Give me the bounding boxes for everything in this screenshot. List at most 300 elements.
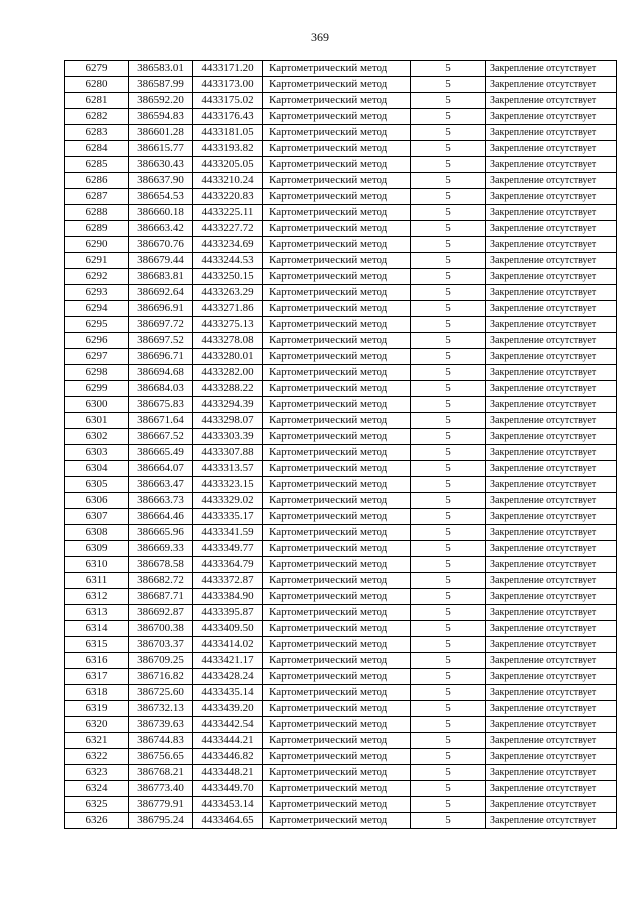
note-cell: Закрепление отсутствует bbox=[486, 269, 617, 285]
x-coordinate-cell: 386664.46 bbox=[129, 509, 193, 525]
point-number-cell: 6317 bbox=[65, 669, 129, 685]
x-coordinate-cell: 386679.44 bbox=[129, 253, 193, 269]
y-coordinate-cell: 4433414.02 bbox=[193, 637, 263, 653]
method-cell: Картометрический метод bbox=[263, 589, 411, 605]
method-cell: Картометрический метод bbox=[263, 541, 411, 557]
note-cell: Закрепление отсутствует bbox=[486, 365, 617, 381]
point-number-cell: 6286 bbox=[65, 173, 129, 189]
table-row bbox=[65, 269, 617, 285]
table-row bbox=[65, 301, 617, 317]
point-number-cell: 6321 bbox=[65, 733, 129, 749]
note-cell: Закрепление отсутствует bbox=[486, 797, 617, 813]
method-cell: Картометрический метод bbox=[263, 125, 411, 141]
x-coordinate-cell: 386630.43 bbox=[129, 157, 193, 173]
x-coordinate-cell: 386683.81 bbox=[129, 269, 193, 285]
accuracy-cell: 5 bbox=[411, 461, 486, 477]
y-coordinate-cell: 4433278.08 bbox=[193, 333, 263, 349]
x-coordinate-cell: 386768.21 bbox=[129, 765, 193, 781]
note-cell: Закрепление отсутствует bbox=[486, 221, 617, 237]
accuracy-cell: 5 bbox=[411, 413, 486, 429]
x-coordinate-cell: 386678.58 bbox=[129, 557, 193, 573]
method-cell: Картометрический метод bbox=[263, 749, 411, 765]
x-coordinate-cell: 386667.52 bbox=[129, 429, 193, 445]
table-row bbox=[65, 461, 617, 477]
point-number-cell: 6326 bbox=[65, 813, 129, 829]
note-cell: Закрепление отсутствует bbox=[486, 381, 617, 397]
point-number-cell: 6319 bbox=[65, 701, 129, 717]
note-cell: Закрепление отсутствует bbox=[486, 765, 617, 781]
accuracy-cell: 5 bbox=[411, 797, 486, 813]
accuracy-cell: 5 bbox=[411, 381, 486, 397]
accuracy-cell: 5 bbox=[411, 765, 486, 781]
table-row bbox=[65, 733, 617, 749]
table-row bbox=[65, 653, 617, 669]
y-coordinate-cell: 4433313.57 bbox=[193, 461, 263, 477]
x-coordinate-cell: 386795.24 bbox=[129, 813, 193, 829]
coordinates-table bbox=[64, 60, 617, 829]
table-row bbox=[65, 61, 617, 77]
x-coordinate-cell: 386703.37 bbox=[129, 637, 193, 653]
note-cell: Закрепление отсутствует bbox=[486, 237, 617, 253]
point-number-cell: 6301 bbox=[65, 413, 129, 429]
accuracy-cell: 5 bbox=[411, 141, 486, 157]
point-number-cell: 6284 bbox=[65, 141, 129, 157]
y-coordinate-cell: 4433349.77 bbox=[193, 541, 263, 557]
method-cell: Картометрический метод bbox=[263, 717, 411, 733]
y-coordinate-cell: 4433446.82 bbox=[193, 749, 263, 765]
y-coordinate-cell: 4433171.20 bbox=[193, 61, 263, 77]
table-row bbox=[65, 541, 617, 557]
method-cell: Картометрический метод bbox=[263, 701, 411, 717]
method-cell: Картометрический метод bbox=[263, 349, 411, 365]
accuracy-cell: 5 bbox=[411, 93, 486, 109]
x-coordinate-cell: 386583.01 bbox=[129, 61, 193, 77]
note-cell: Закрепление отсутствует bbox=[486, 637, 617, 653]
accuracy-cell: 5 bbox=[411, 701, 486, 717]
point-number-cell: 6294 bbox=[65, 301, 129, 317]
note-cell: Закрепление отсутствует bbox=[486, 749, 617, 765]
y-coordinate-cell: 4433263.29 bbox=[193, 285, 263, 301]
table-row bbox=[65, 221, 617, 237]
table-row bbox=[65, 349, 617, 365]
y-coordinate-cell: 4433453.14 bbox=[193, 797, 263, 813]
x-coordinate-cell: 386682.72 bbox=[129, 573, 193, 589]
x-coordinate-cell: 386663.42 bbox=[129, 221, 193, 237]
x-coordinate-cell: 386637.90 bbox=[129, 173, 193, 189]
accuracy-cell: 5 bbox=[411, 397, 486, 413]
y-coordinate-cell: 4433205.05 bbox=[193, 157, 263, 173]
y-coordinate-cell: 4433288.22 bbox=[193, 381, 263, 397]
note-cell: Закрепление отсутствует bbox=[486, 733, 617, 749]
y-coordinate-cell: 4433298.07 bbox=[193, 413, 263, 429]
method-cell: Картометрический метод bbox=[263, 781, 411, 797]
x-coordinate-cell: 386694.68 bbox=[129, 365, 193, 381]
y-coordinate-cell: 4433435.14 bbox=[193, 685, 263, 701]
table-row bbox=[65, 605, 617, 621]
x-coordinate-cell: 386670.76 bbox=[129, 237, 193, 253]
method-cell: Картометрический метод bbox=[263, 93, 411, 109]
table-row bbox=[65, 413, 617, 429]
table-row bbox=[65, 509, 617, 525]
table-row bbox=[65, 77, 617, 93]
point-number-cell: 6291 bbox=[65, 253, 129, 269]
point-number-cell: 6304 bbox=[65, 461, 129, 477]
table-row bbox=[65, 765, 617, 781]
method-cell: Картометрический метод bbox=[263, 445, 411, 461]
point-number-cell: 6316 bbox=[65, 653, 129, 669]
page-number: 369 bbox=[311, 30, 329, 44]
x-coordinate-cell: 386587.99 bbox=[129, 77, 193, 93]
y-coordinate-cell: 4433395.87 bbox=[193, 605, 263, 621]
point-number-cell: 6315 bbox=[65, 637, 129, 653]
note-cell: Закрепление отсутствует bbox=[486, 173, 617, 189]
method-cell: Картометрический метод bbox=[263, 461, 411, 477]
y-coordinate-cell: 4433225.11 bbox=[193, 205, 263, 221]
accuracy-cell: 5 bbox=[411, 269, 486, 285]
x-coordinate-cell: 386739.63 bbox=[129, 717, 193, 733]
y-coordinate-cell: 4433175.02 bbox=[193, 93, 263, 109]
method-cell: Картометрический метод bbox=[263, 621, 411, 637]
point-number-cell: 6290 bbox=[65, 237, 129, 253]
accuracy-cell: 5 bbox=[411, 285, 486, 301]
method-cell: Картометрический метод bbox=[263, 509, 411, 525]
method-cell: Картометрический метод bbox=[263, 413, 411, 429]
y-coordinate-cell: 4433271.86 bbox=[193, 301, 263, 317]
note-cell: Закрепление отсутствует bbox=[486, 557, 617, 573]
note-cell: Закрепление отсутствует bbox=[486, 685, 617, 701]
y-coordinate-cell: 4433303.39 bbox=[193, 429, 263, 445]
method-cell: Картометрический метод bbox=[263, 141, 411, 157]
y-coordinate-cell: 4433372.87 bbox=[193, 573, 263, 589]
accuracy-cell: 5 bbox=[411, 653, 486, 669]
y-coordinate-cell: 4433421.17 bbox=[193, 653, 263, 669]
table-row bbox=[65, 253, 617, 269]
point-number-cell: 6323 bbox=[65, 765, 129, 781]
y-coordinate-cell: 4433335.17 bbox=[193, 509, 263, 525]
point-number-cell: 6296 bbox=[65, 333, 129, 349]
method-cell: Картометрический метод bbox=[263, 189, 411, 205]
x-coordinate-cell: 386709.25 bbox=[129, 653, 193, 669]
note-cell: Закрепление отсутствует bbox=[486, 125, 617, 141]
accuracy-cell: 5 bbox=[411, 589, 486, 605]
y-coordinate-cell: 4433364.79 bbox=[193, 557, 263, 573]
y-coordinate-cell: 4433307.88 bbox=[193, 445, 263, 461]
y-coordinate-cell: 4433176.43 bbox=[193, 109, 263, 125]
point-number-cell: 6324 bbox=[65, 781, 129, 797]
accuracy-cell: 5 bbox=[411, 717, 486, 733]
accuracy-cell: 5 bbox=[411, 669, 486, 685]
note-cell: Закрепление отсутствует bbox=[486, 413, 617, 429]
y-coordinate-cell: 4433428.24 bbox=[193, 669, 263, 685]
method-cell: Картометрический метод bbox=[263, 765, 411, 781]
x-coordinate-cell: 386663.73 bbox=[129, 493, 193, 509]
point-number-cell: 6320 bbox=[65, 717, 129, 733]
table-row bbox=[65, 525, 617, 541]
accuracy-cell: 5 bbox=[411, 333, 486, 349]
point-number-cell: 6303 bbox=[65, 445, 129, 461]
x-coordinate-cell: 386665.96 bbox=[129, 525, 193, 541]
method-cell: Картометрический метод bbox=[263, 477, 411, 493]
x-coordinate-cell: 386700.38 bbox=[129, 621, 193, 637]
y-coordinate-cell: 4433409.50 bbox=[193, 621, 263, 637]
point-number-cell: 6283 bbox=[65, 125, 129, 141]
accuracy-cell: 5 bbox=[411, 429, 486, 445]
table-row bbox=[65, 637, 617, 653]
table-row bbox=[65, 381, 617, 397]
note-cell: Закрепление отсутствует bbox=[486, 61, 617, 77]
point-number-cell: 6298 bbox=[65, 365, 129, 381]
x-coordinate-cell: 386692.64 bbox=[129, 285, 193, 301]
y-coordinate-cell: 4433384.90 bbox=[193, 589, 263, 605]
note-cell: Закрепление отсутствует bbox=[486, 333, 617, 349]
accuracy-cell: 5 bbox=[411, 61, 486, 77]
x-coordinate-cell: 386660.18 bbox=[129, 205, 193, 221]
point-number-cell: 6308 bbox=[65, 525, 129, 541]
note-cell: Закрепление отсутствует bbox=[486, 349, 617, 365]
method-cell: Картометрический метод bbox=[263, 365, 411, 381]
x-coordinate-cell: 386615.77 bbox=[129, 141, 193, 157]
table-row bbox=[65, 557, 617, 573]
note-cell: Закрепление отсутствует bbox=[486, 781, 617, 797]
method-cell: Картометрический метод bbox=[263, 429, 411, 445]
x-coordinate-cell: 386732.13 bbox=[129, 701, 193, 717]
accuracy-cell: 5 bbox=[411, 621, 486, 637]
method-cell: Картометрический метод bbox=[263, 573, 411, 589]
accuracy-cell: 5 bbox=[411, 445, 486, 461]
x-coordinate-cell: 386663.47 bbox=[129, 477, 193, 493]
table-row bbox=[65, 685, 617, 701]
method-cell: Картометрический метод bbox=[263, 253, 411, 269]
method-cell: Картометрический метод bbox=[263, 109, 411, 125]
method-cell: Картометрический метод bbox=[263, 653, 411, 669]
x-coordinate-cell: 386601.28 bbox=[129, 125, 193, 141]
table-row bbox=[65, 701, 617, 717]
table-row bbox=[65, 573, 617, 589]
table-row bbox=[65, 781, 617, 797]
accuracy-cell: 5 bbox=[411, 557, 486, 573]
table-row bbox=[65, 109, 617, 125]
accuracy-cell: 5 bbox=[411, 317, 486, 333]
method-cell: Картометрический метод bbox=[263, 605, 411, 621]
point-number-cell: 6293 bbox=[65, 285, 129, 301]
method-cell: Картометрический метод bbox=[263, 557, 411, 573]
method-cell: Картометрический метод bbox=[263, 733, 411, 749]
y-coordinate-cell: 4433282.00 bbox=[193, 365, 263, 381]
accuracy-cell: 5 bbox=[411, 573, 486, 589]
y-coordinate-cell: 4433250.15 bbox=[193, 269, 263, 285]
method-cell: Картометрический метод bbox=[263, 493, 411, 509]
y-coordinate-cell: 4433220.83 bbox=[193, 189, 263, 205]
method-cell: Картометрический метод bbox=[263, 205, 411, 221]
point-number-cell: 6311 bbox=[65, 573, 129, 589]
y-coordinate-cell: 4433323.15 bbox=[193, 477, 263, 493]
point-number-cell: 6312 bbox=[65, 589, 129, 605]
note-cell: Закрепление отсутствует bbox=[486, 205, 617, 221]
accuracy-cell: 5 bbox=[411, 685, 486, 701]
note-cell: Закрепление отсутствует bbox=[486, 429, 617, 445]
y-coordinate-cell: 4433173.00 bbox=[193, 77, 263, 93]
accuracy-cell: 5 bbox=[411, 749, 486, 765]
x-coordinate-cell: 386665.49 bbox=[129, 445, 193, 461]
point-number-cell: 6302 bbox=[65, 429, 129, 445]
table-row bbox=[65, 797, 617, 813]
point-number-cell: 6281 bbox=[65, 93, 129, 109]
y-coordinate-cell: 4433244.53 bbox=[193, 253, 263, 269]
method-cell: Картометрический метод bbox=[263, 301, 411, 317]
method-cell: Картометрический метод bbox=[263, 525, 411, 541]
note-cell: Закрепление отсутствует bbox=[486, 605, 617, 621]
note-cell: Закрепление отсутствует bbox=[486, 541, 617, 557]
note-cell: Закрепление отсутствует bbox=[486, 717, 617, 733]
table-row bbox=[65, 189, 617, 205]
accuracy-cell: 5 bbox=[411, 349, 486, 365]
note-cell: Закрепление отсутствует bbox=[486, 301, 617, 317]
note-cell: Закрепление отсутствует bbox=[486, 317, 617, 333]
point-number-cell: 6292 bbox=[65, 269, 129, 285]
x-coordinate-cell: 386592.20 bbox=[129, 93, 193, 109]
point-number-cell: 6295 bbox=[65, 317, 129, 333]
note-cell: Закрепление отсутствует bbox=[486, 397, 617, 413]
point-number-cell: 6310 bbox=[65, 557, 129, 573]
method-cell: Картометрический метод bbox=[263, 381, 411, 397]
x-coordinate-cell: 386725.60 bbox=[129, 685, 193, 701]
note-cell: Закрепление отсутствует bbox=[486, 157, 617, 173]
x-coordinate-cell: 386671.64 bbox=[129, 413, 193, 429]
note-cell: Закрепление отсутствует bbox=[486, 93, 617, 109]
table-row bbox=[65, 333, 617, 349]
note-cell: Закрепление отсутствует bbox=[486, 253, 617, 269]
note-cell: Закрепление отсутствует bbox=[486, 701, 617, 717]
table-row bbox=[65, 157, 617, 173]
accuracy-cell: 5 bbox=[411, 477, 486, 493]
point-number-cell: 6307 bbox=[65, 509, 129, 525]
accuracy-cell: 5 bbox=[411, 605, 486, 621]
note-cell: Закрепление отсутствует bbox=[486, 653, 617, 669]
x-coordinate-cell: 386664.07 bbox=[129, 461, 193, 477]
y-coordinate-cell: 4433448.21 bbox=[193, 765, 263, 781]
y-coordinate-cell: 4433449.70 bbox=[193, 781, 263, 797]
point-number-cell: 6297 bbox=[65, 349, 129, 365]
point-number-cell: 6279 bbox=[65, 61, 129, 77]
point-number-cell: 6282 bbox=[65, 109, 129, 125]
accuracy-cell: 5 bbox=[411, 301, 486, 317]
y-coordinate-cell: 4433193.82 bbox=[193, 141, 263, 157]
accuracy-cell: 5 bbox=[411, 157, 486, 173]
method-cell: Картометрический метод bbox=[263, 333, 411, 349]
note-cell: Закрепление отсутствует bbox=[486, 189, 617, 205]
y-coordinate-cell: 4433442.54 bbox=[193, 717, 263, 733]
note-cell: Закрепление отсутствует bbox=[486, 525, 617, 541]
point-number-cell: 6289 bbox=[65, 221, 129, 237]
table-row bbox=[65, 93, 617, 109]
table-row bbox=[65, 397, 617, 413]
note-cell: Закрепление отсутствует bbox=[486, 621, 617, 637]
y-coordinate-cell: 4433275.13 bbox=[193, 317, 263, 333]
x-coordinate-cell: 386716.82 bbox=[129, 669, 193, 685]
point-number-cell: 6322 bbox=[65, 749, 129, 765]
point-number-cell: 6318 bbox=[65, 685, 129, 701]
y-coordinate-cell: 4433181.05 bbox=[193, 125, 263, 141]
x-coordinate-cell: 386675.83 bbox=[129, 397, 193, 413]
accuracy-cell: 5 bbox=[411, 109, 486, 125]
accuracy-cell: 5 bbox=[411, 173, 486, 189]
method-cell: Картометрический метод bbox=[263, 221, 411, 237]
accuracy-cell: 5 bbox=[411, 365, 486, 381]
note-cell: Закрепление отсутствует bbox=[486, 109, 617, 125]
x-coordinate-cell: 386654.53 bbox=[129, 189, 193, 205]
method-cell: Картометрический метод bbox=[263, 685, 411, 701]
x-coordinate-cell: 386744.83 bbox=[129, 733, 193, 749]
table-row bbox=[65, 445, 617, 461]
accuracy-cell: 5 bbox=[411, 253, 486, 269]
y-coordinate-cell: 4433464.65 bbox=[193, 813, 263, 829]
x-coordinate-cell: 386687.71 bbox=[129, 589, 193, 605]
point-number-cell: 6280 bbox=[65, 77, 129, 93]
point-number-cell: 6313 bbox=[65, 605, 129, 621]
method-cell: Картометрический метод bbox=[263, 669, 411, 685]
table-row bbox=[65, 589, 617, 605]
method-cell: Картометрический метод bbox=[263, 237, 411, 253]
x-coordinate-cell: 386773.40 bbox=[129, 781, 193, 797]
accuracy-cell: 5 bbox=[411, 525, 486, 541]
accuracy-cell: 5 bbox=[411, 77, 486, 93]
accuracy-cell: 5 bbox=[411, 541, 486, 557]
note-cell: Закрепление отсутствует bbox=[486, 477, 617, 493]
method-cell: Картометрический метод bbox=[263, 397, 411, 413]
accuracy-cell: 5 bbox=[411, 781, 486, 797]
y-coordinate-cell: 4433294.39 bbox=[193, 397, 263, 413]
y-coordinate-cell: 4433341.59 bbox=[193, 525, 263, 541]
table-row bbox=[65, 669, 617, 685]
x-coordinate-cell: 386669.33 bbox=[129, 541, 193, 557]
point-number-cell: 6300 bbox=[65, 397, 129, 413]
accuracy-cell: 5 bbox=[411, 733, 486, 749]
point-number-cell: 6288 bbox=[65, 205, 129, 221]
method-cell: Картометрический метод bbox=[263, 173, 411, 189]
note-cell: Закрепление отсутствует bbox=[486, 573, 617, 589]
x-coordinate-cell: 386697.72 bbox=[129, 317, 193, 333]
table-row bbox=[65, 429, 617, 445]
x-coordinate-cell: 386684.03 bbox=[129, 381, 193, 397]
note-cell: Закрепление отсутствует bbox=[486, 509, 617, 525]
note-cell: Закрепление отсутствует bbox=[486, 493, 617, 509]
table-row bbox=[65, 237, 617, 253]
note-cell: Закрепление отсутствует bbox=[486, 669, 617, 685]
table-row bbox=[65, 749, 617, 765]
point-number-cell: 6285 bbox=[65, 157, 129, 173]
y-coordinate-cell: 4433234.69 bbox=[193, 237, 263, 253]
table-row bbox=[65, 477, 617, 493]
point-number-cell: 6306 bbox=[65, 493, 129, 509]
note-cell: Закрепление отсутствует bbox=[486, 77, 617, 93]
method-cell: Картометрический метод bbox=[263, 637, 411, 653]
point-number-cell: 6287 bbox=[65, 189, 129, 205]
y-coordinate-cell: 4433444.21 bbox=[193, 733, 263, 749]
coordinates-table-body bbox=[65, 61, 617, 829]
accuracy-cell: 5 bbox=[411, 637, 486, 653]
note-cell: Закрепление отсутствует bbox=[486, 589, 617, 605]
x-coordinate-cell: 386696.91 bbox=[129, 301, 193, 317]
y-coordinate-cell: 4433439.20 bbox=[193, 701, 263, 717]
note-cell: Закрепление отсутствует bbox=[486, 461, 617, 477]
method-cell: Картометрический метод bbox=[263, 61, 411, 77]
accuracy-cell: 5 bbox=[411, 205, 486, 221]
method-cell: Картометрический метод bbox=[263, 317, 411, 333]
point-number-cell: 6309 bbox=[65, 541, 129, 557]
x-coordinate-cell: 386692.87 bbox=[129, 605, 193, 621]
method-cell: Картометрический метод bbox=[263, 269, 411, 285]
x-coordinate-cell: 386594.83 bbox=[129, 109, 193, 125]
